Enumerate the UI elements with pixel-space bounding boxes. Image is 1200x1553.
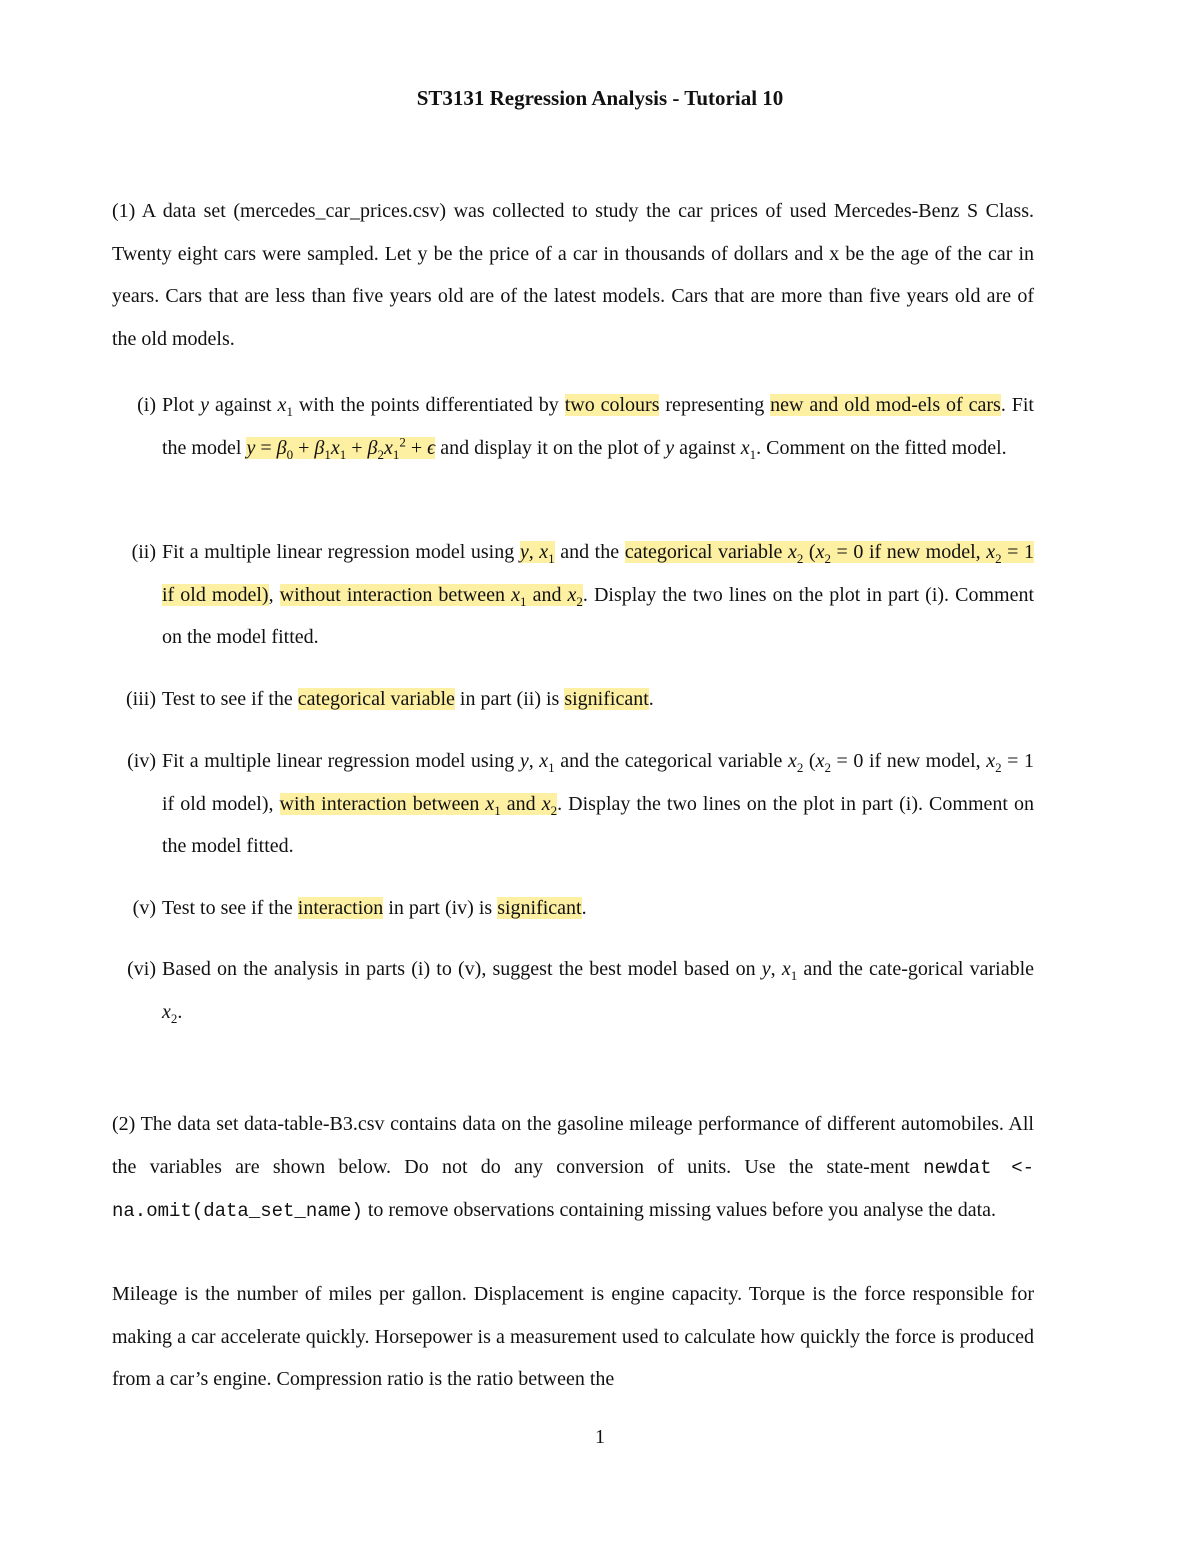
item-number: (iii) bbox=[126, 688, 156, 710]
q1-intro: (1) A data set (mercedes_car_prices.csv) was collected to study the car prices of used Mercedes-Benz S Class. Twenty eight cars were sampled. Let y be the price of a car in thousands of dollars and x be the age of the car in years. Cars that are less than five years old are of the latest models. Cars that are more than five years old are of the old models. bbox=[112, 200, 1034, 350]
q1-item-ii-text: Fit a multiple linear regression model using y, $x_1$ and the categorical variable $x_2$ ($x_2 = 0$ if new model, $x_2 = 1$ if old model), without interaction between $x_1$ and $x_2$. Display the two lines on the plot in part (i). Comment on the model fitted. bbox=[162, 541, 1035, 648]
q1-item-iii-text: Test to see if the categorical variable in part (ii) is significant. bbox=[162, 688, 654, 710]
q1-item-ii bbox=[112, 531, 1034, 659]
q1-item-vi-text: Based on the analysis in parts (i) to (v), suggest the best model based on y, $x_1$ and the cate-gorical variable $x_2$. bbox=[162, 958, 1035, 1026]
q1-item-v-text: Test to see if the interaction in part (iv) is significant. bbox=[162, 897, 587, 919]
item-number: (i) bbox=[137, 394, 156, 416]
item-number: (ii) bbox=[131, 541, 156, 563]
q2-definitions: Mileage is the number of miles per gallon. Displacement is engine capacity. Torque is the force responsible for making a car accelerate quickly. Horsepower is a measurement used to calculate how quickly the force is produced from a car’s engine. Compression ratio is the ratio between the bbox=[112, 1283, 1034, 1390]
item-number: (vi) bbox=[127, 958, 156, 980]
q1-item-i-text: Plot y against $x_1$ with the points differentiated by two colours representing new and old mod-els of cars. Fit the model $y = \beta_0 + \beta_1x_1 + \beta_2x_1^2 + \epsilon$ and display it on the plot of y against $x_1$. Comment on the fitted model. bbox=[162, 394, 1034, 462]
q1-item-vi bbox=[112, 948, 1034, 1033]
page-number: 1 bbox=[595, 1426, 605, 1448]
q1-item-i bbox=[112, 384, 1034, 469]
page-title: ST3131 Regression Analysis - Tutorial 10 bbox=[416, 86, 784, 110]
q2-intro: (2) The data set data-table-B3.csv contains data on the gasoline mileage performance of different automobiles. All the variables are shown below. Do not do any conversion of units. Use the state-ment newdat <- na.omit(data_set_name) to remove observations containing missing values before you analyse the data. bbox=[112, 1113, 1034, 1222]
item-number: (v) bbox=[132, 897, 156, 919]
item-number: (iv) bbox=[127, 750, 156, 772]
q1-item-iii bbox=[112, 678, 1034, 721]
q1-item-iv-text: Fit a multiple linear regression model using y, $x_1$ and the categorical variable $x_2$ ($x_2 = 0$ if new model, $x_2 = 1$ if old model), with interaction between $x_1$ and $x_2$. Display the two lines on the plot in part (i). Comment on the model fitted. bbox=[162, 750, 1035, 857]
code-snippet: newdat <- na.omit(data_set_name) bbox=[112, 1156, 1034, 1222]
q1-item-v bbox=[112, 887, 1034, 930]
q1-item-iv bbox=[112, 740, 1034, 868]
